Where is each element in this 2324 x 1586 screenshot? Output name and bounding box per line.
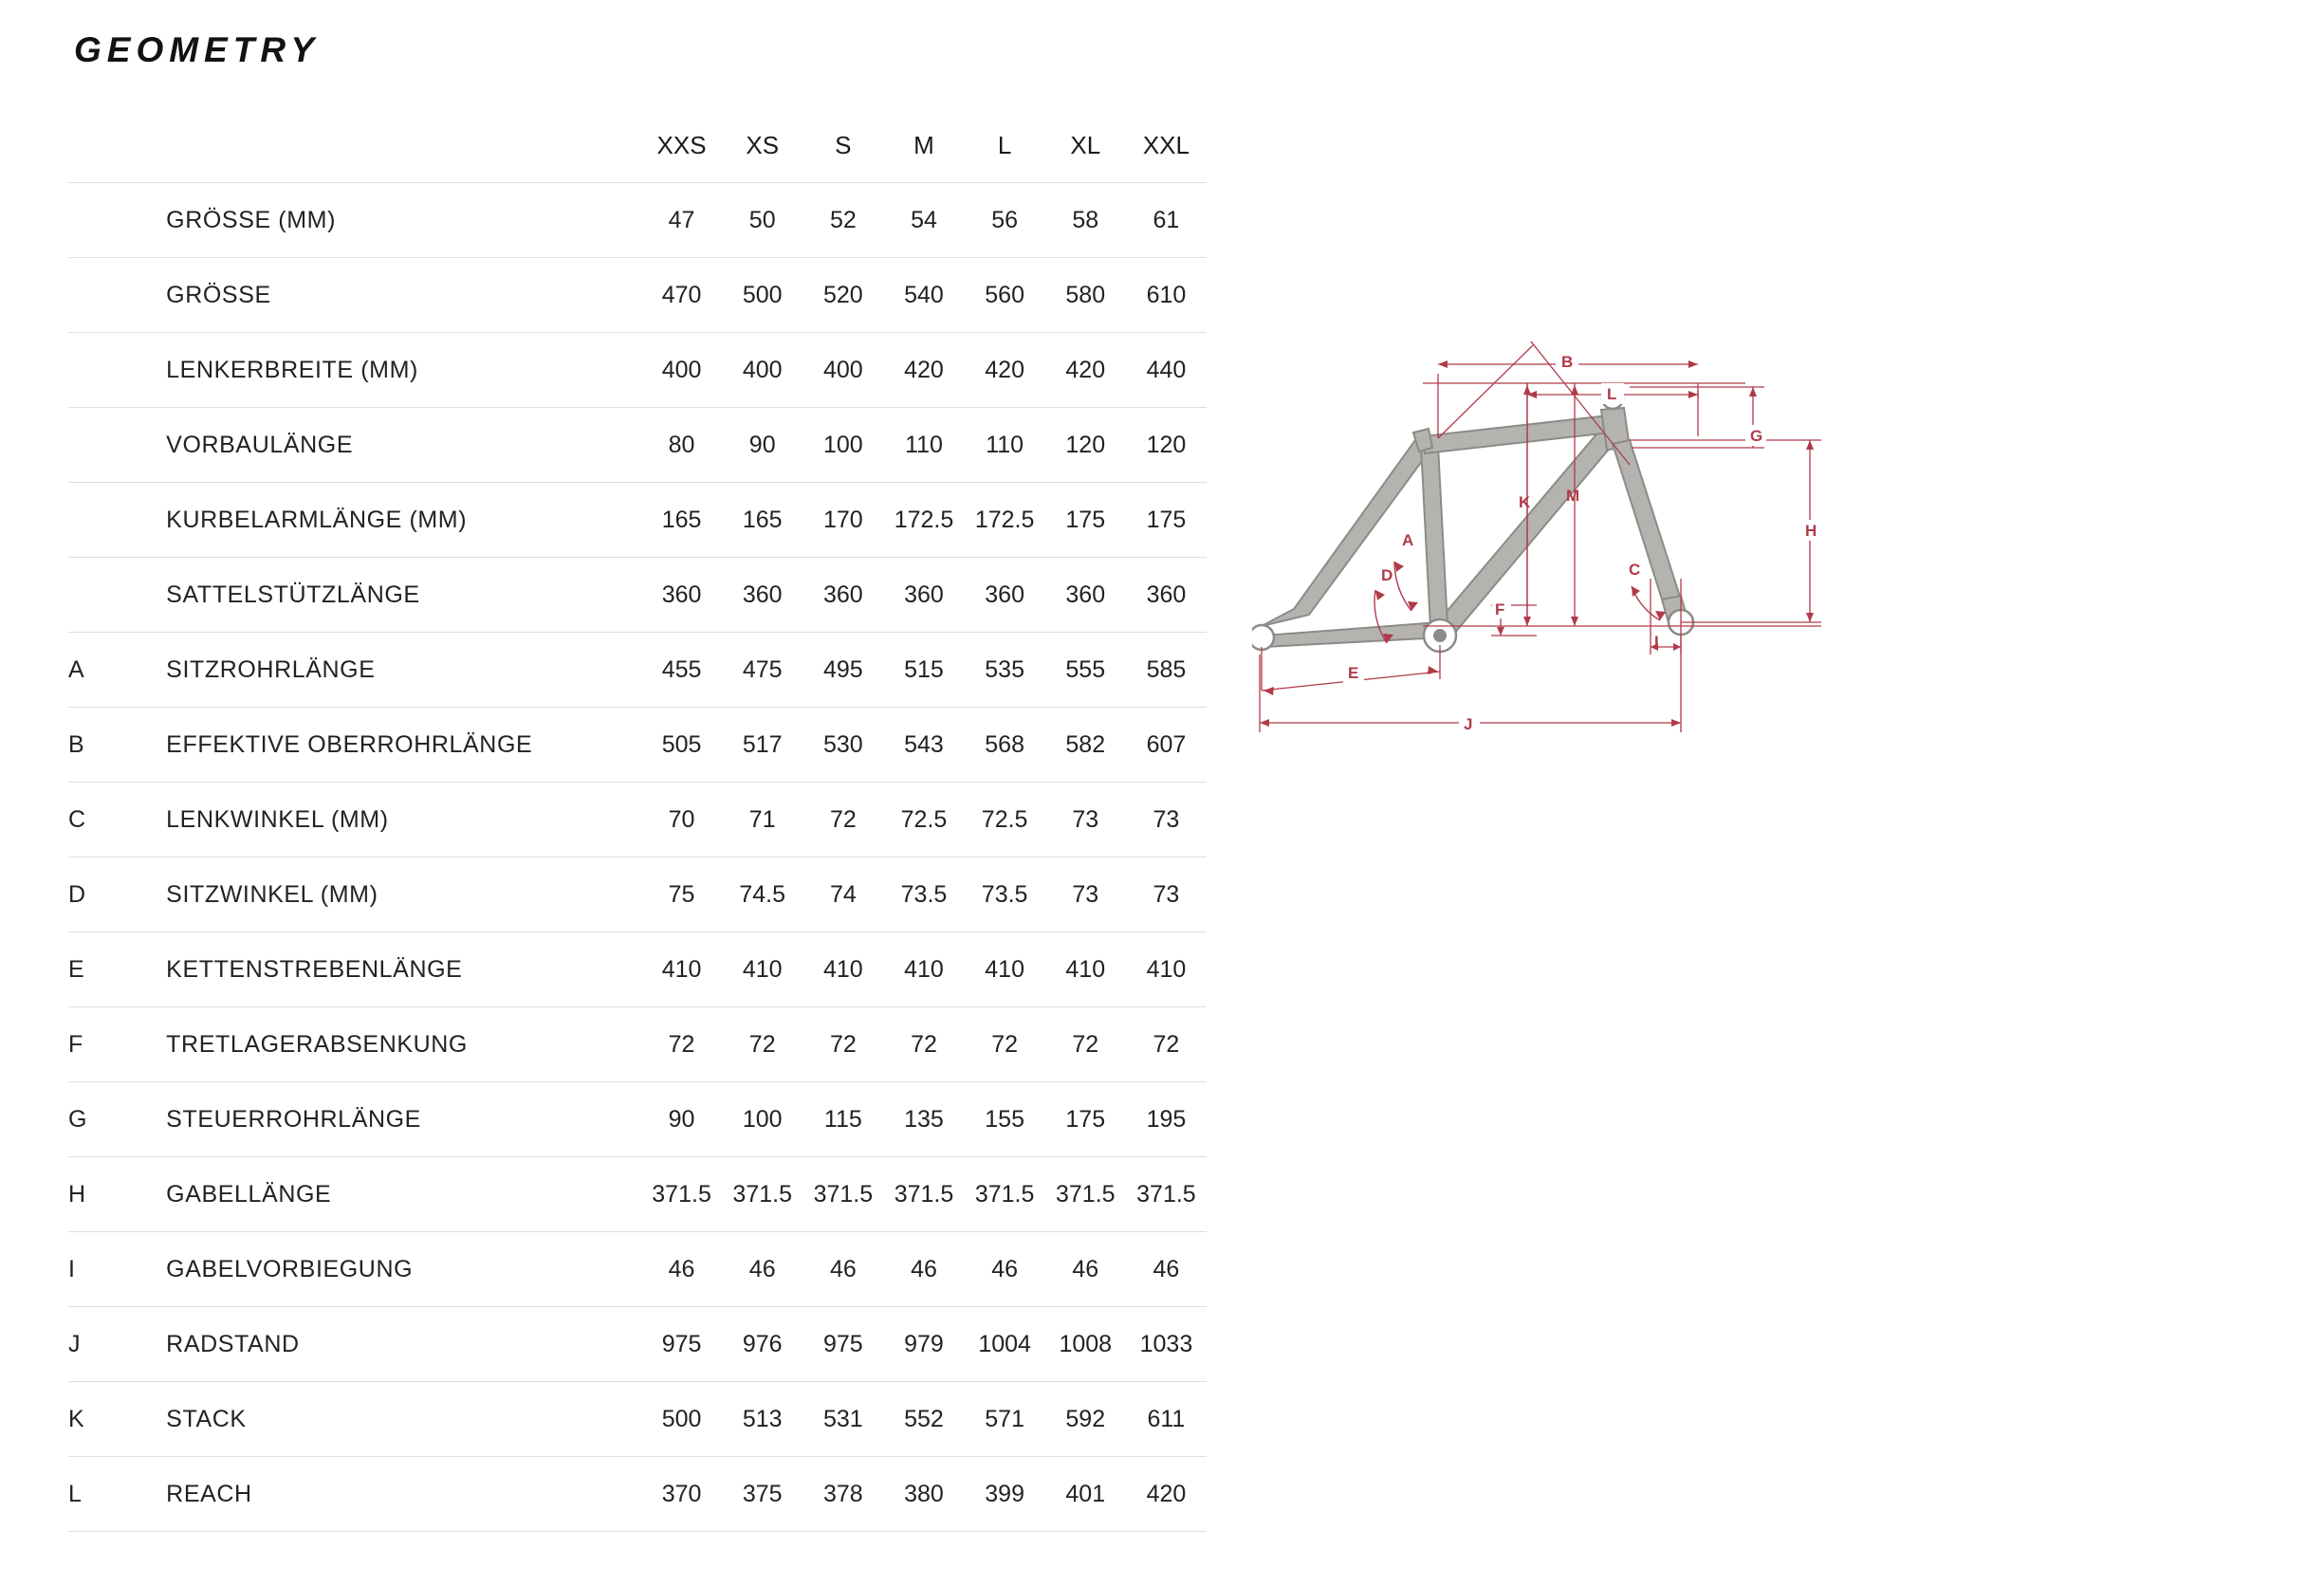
cell-l: 568 [985, 730, 1024, 758]
cell-xs: 371.5 [732, 1180, 792, 1208]
cell-xxs: 75 [668, 880, 695, 908]
cell-xl: 175 [1065, 506, 1106, 533]
cell-xl: 371.5 [1055, 1180, 1116, 1208]
cell-xs: 165 [742, 506, 783, 533]
row-letter [68, 333, 166, 408]
cell-s: 530 [822, 730, 863, 758]
cell-xl: 120 [1065, 431, 1106, 458]
row-letter: I [68, 1255, 76, 1282]
cell-l: 371.5 [974, 1180, 1035, 1208]
row-label: RADSTAND [166, 1330, 300, 1357]
cell-m: 72 [911, 1030, 937, 1058]
cell-l: 571 [985, 1405, 1024, 1432]
cell-m: 172.5 [894, 506, 954, 533]
cell-xs: 375 [742, 1480, 783, 1507]
cell-s: 170 [822, 506, 863, 533]
cell-m: 46 [911, 1255, 937, 1282]
cell-xl: 73 [1072, 805, 1099, 833]
cell-xl: 555 [1065, 655, 1106, 683]
table-header-row [68, 116, 1207, 183]
table-header [68, 116, 1207, 183]
cell-xs: 90 [748, 431, 776, 458]
cell-s: 100 [822, 431, 863, 458]
geometry-table [68, 116, 1207, 1532]
cell-m: 360 [904, 581, 944, 608]
rear-hub-icon [1252, 625, 1274, 650]
table-row [68, 633, 1207, 708]
row-letter: B [68, 730, 85, 758]
dimension-label-k: K [1519, 493, 1531, 511]
cell-m: 515 [904, 655, 944, 683]
cell-xs: 72 [748, 1030, 776, 1058]
cell-xs: 517 [742, 730, 783, 758]
cell-xxl: 72 [1153, 1030, 1180, 1058]
row-label: SATTELSTÜTZLÄNGE [166, 581, 420, 608]
row-label: SITZROHRLÄNGE [166, 655, 376, 683]
cell-s: 74 [829, 880, 857, 908]
cell-m: 540 [904, 281, 944, 308]
row-letter [68, 558, 166, 633]
cell-l: 535 [985, 655, 1024, 683]
row-label: VORBAULÄNGE [166, 431, 354, 458]
cell-xxl: 371.5 [1136, 1180, 1196, 1208]
dimension-label-m: M [1566, 487, 1580, 505]
cell-xxs: 46 [668, 1255, 695, 1282]
dimension-label-g: G [1750, 427, 1763, 445]
cell-xl: 73 [1072, 880, 1099, 908]
dimension-label-e: E [1348, 664, 1359, 682]
cell-xxl: 410 [1146, 955, 1187, 983]
cell-s: 72 [829, 805, 857, 833]
frame-illustration [1262, 408, 1688, 647]
cell-l: 1004 [978, 1330, 1031, 1357]
cell-xl: 420 [1065, 356, 1106, 383]
cell-xxs: 80 [668, 431, 695, 458]
table-row [68, 1007, 1207, 1082]
cell-l: 72 [991, 1030, 1019, 1058]
cell-xxl: 73 [1153, 880, 1180, 908]
cell-l: 560 [985, 281, 1024, 308]
cell-s: 360 [822, 581, 863, 608]
cell-xs: 400 [742, 356, 783, 383]
dimension-label-a: A [1402, 531, 1414, 549]
cell-xxs: 370 [661, 1480, 702, 1507]
cell-xxs: 90 [668, 1105, 695, 1133]
cell-xs: 360 [742, 581, 783, 608]
cell-s: 378 [822, 1480, 863, 1507]
cell-m: 552 [904, 1405, 944, 1432]
cell-m: 72.5 [900, 805, 948, 833]
row-label: KURBELARMLÄNGE (MM) [166, 506, 468, 533]
row-letter: E [68, 955, 85, 983]
row-label: STEUERROHRLÄNGE [166, 1105, 421, 1133]
row-label: GABELLÄNGE [166, 1180, 332, 1208]
cell-xs: 475 [742, 655, 783, 683]
cell-xs: 410 [742, 955, 783, 983]
cell-s: 371.5 [813, 1180, 874, 1208]
cell-xxl: 607 [1146, 730, 1187, 758]
cell-xs: 71 [748, 805, 776, 833]
header-size-xxs: XXS [656, 130, 707, 159]
cell-xxs: 47 [668, 206, 695, 233]
cell-xxs: 360 [661, 581, 702, 608]
cell-m: 979 [904, 1330, 944, 1357]
row-letter: G [68, 1105, 87, 1133]
cell-m: 543 [904, 730, 944, 758]
cell-xxs: 455 [661, 655, 702, 683]
cell-xl: 360 [1065, 581, 1106, 608]
cell-l: 410 [985, 955, 1024, 983]
cell-xs: 500 [742, 281, 783, 308]
cell-l: 360 [985, 581, 1024, 608]
cell-xl: 1008 [1059, 1330, 1113, 1357]
table-row [68, 783, 1207, 858]
row-label: LENKWINKEL (MM) [166, 805, 389, 833]
row-letter: L [68, 1480, 83, 1507]
table-row [68, 858, 1207, 932]
dimension-label-d: D [1381, 566, 1393, 584]
table-row [68, 708, 1207, 783]
cell-s: 975 [822, 1330, 863, 1357]
cell-xs: 100 [742, 1105, 783, 1133]
cell-m: 73.5 [900, 880, 948, 908]
cell-xxl: 1033 [1139, 1330, 1193, 1357]
dimension-label-c: C [1629, 561, 1641, 579]
cell-xxl: 440 [1146, 356, 1187, 383]
cell-s: 410 [822, 955, 863, 983]
cell-xxl: 611 [1147, 1405, 1186, 1432]
cell-m: 110 [905, 431, 943, 458]
row-label: GRÖSSE (MM) [166, 206, 336, 233]
cell-m: 135 [904, 1105, 944, 1133]
cell-xl: 72 [1072, 1030, 1099, 1058]
cell-m: 371.5 [894, 1180, 954, 1208]
header-size-m: M [913, 130, 934, 159]
cell-xxs: 72 [668, 1030, 695, 1058]
cell-xs: 74.5 [739, 880, 786, 908]
dimension-label-b: B [1561, 353, 1574, 371]
cell-m: 410 [904, 955, 944, 983]
cell-xxs: 500 [661, 1405, 702, 1432]
header-size-xs: XS [746, 130, 780, 159]
table-row [68, 408, 1207, 483]
row-letter: F [68, 1030, 83, 1058]
cell-l: 46 [991, 1255, 1019, 1282]
cell-l: 72.5 [981, 805, 1028, 833]
cell-l: 56 [991, 206, 1019, 233]
table-row [68, 1382, 1207, 1457]
table-row [68, 1157, 1207, 1232]
bike-geometry-diagram [1252, 341, 2286, 1100]
cell-xxs: 400 [661, 356, 702, 383]
header-size-xl: XL [1070, 130, 1101, 159]
cell-m: 54 [911, 206, 937, 233]
table-row [68, 183, 1207, 258]
header-letter-col [68, 116, 166, 183]
cell-xs: 513 [742, 1405, 783, 1432]
header-label-col [166, 116, 641, 183]
row-letter: C [68, 805, 86, 833]
row-label: REACH [166, 1480, 252, 1507]
dimension-label-h: H [1805, 522, 1817, 540]
row-letter [68, 183, 166, 258]
header-size-s: S [835, 130, 852, 159]
cell-xxl: 610 [1146, 281, 1187, 308]
cell-s: 531 [822, 1405, 863, 1432]
cell-m: 420 [904, 356, 944, 383]
cell-xxl: 61 [1153, 206, 1180, 233]
page-title: GEOMETRY [74, 30, 321, 69]
cell-s: 115 [823, 1105, 862, 1133]
cell-s: 52 [829, 206, 857, 233]
cell-s: 400 [822, 356, 863, 383]
cell-l: 399 [985, 1480, 1024, 1507]
row-label: LENKERBREITE (MM) [166, 356, 418, 383]
cell-xl: 46 [1072, 1255, 1099, 1282]
row-label: KETTENSTREBENLÄNGE [166, 955, 463, 983]
row-label: GRÖSSE [166, 281, 271, 308]
cell-xxl: 195 [1146, 1105, 1187, 1133]
table-row [68, 1307, 1207, 1382]
table-row [68, 558, 1207, 633]
table-row [68, 333, 1207, 408]
cell-xxs: 975 [661, 1330, 702, 1357]
row-label: TRETLAGERABSENKUNG [166, 1030, 468, 1058]
row-letter: D [68, 880, 86, 908]
cell-xxl: 420 [1146, 1480, 1187, 1507]
cell-xxs: 165 [661, 506, 702, 533]
cell-l: 155 [985, 1105, 1024, 1133]
cell-xxl: 585 [1146, 655, 1187, 683]
cell-xxs: 505 [661, 730, 702, 758]
cell-xxs: 70 [668, 805, 695, 833]
row-label: EFFEKTIVE OBERROHRLÄNGE [166, 730, 533, 758]
dimension-label-f: F [1495, 600, 1505, 618]
cell-s: 46 [829, 1255, 857, 1282]
cell-xxs: 470 [661, 281, 702, 308]
row-letter [68, 408, 166, 483]
cell-m: 380 [904, 1480, 944, 1507]
row-letter: A [68, 655, 85, 683]
row-letter [68, 483, 166, 558]
table-row [68, 258, 1207, 333]
cell-l: 73.5 [981, 880, 1028, 908]
header-size-xxl: XXL [1142, 130, 1190, 159]
cell-xl: 592 [1065, 1405, 1106, 1432]
cell-xl: 410 [1065, 955, 1106, 983]
row-label: STACK [166, 1405, 247, 1432]
row-label: SITZWINKEL (MM) [166, 880, 378, 908]
dimension-label-j: J [1464, 715, 1473, 733]
cell-xs: 46 [748, 1255, 776, 1282]
table-row [68, 1457, 1207, 1532]
cell-xxl: 360 [1146, 581, 1187, 608]
cell-xxs: 371.5 [652, 1180, 711, 1208]
cell-xxl: 175 [1146, 506, 1187, 533]
row-letter: J [68, 1330, 81, 1357]
table-row [68, 1082, 1207, 1157]
geometry-table-wrapper [68, 116, 1207, 1532]
cell-s: 520 [822, 281, 863, 308]
cell-s: 72 [829, 1030, 857, 1058]
cell-xl: 175 [1065, 1105, 1106, 1133]
dimension-label-l: L [1607, 385, 1617, 403]
row-label: GABELVORBIEGUNG [166, 1255, 414, 1282]
cell-xl: 580 [1065, 281, 1106, 308]
cell-l: 420 [985, 356, 1024, 383]
cell-xl: 582 [1065, 730, 1106, 758]
cell-xs: 976 [742, 1330, 783, 1357]
cell-xxl: 120 [1146, 431, 1187, 458]
cell-s: 495 [822, 655, 863, 683]
cell-xxs: 410 [661, 955, 702, 983]
row-letter [68, 258, 166, 333]
cell-l: 110 [986, 431, 1024, 458]
cell-l: 172.5 [974, 506, 1035, 533]
table-row [68, 483, 1207, 558]
cell-xxl: 46 [1153, 1255, 1180, 1282]
table-row [68, 1232, 1207, 1307]
dimension-label-i: I [1654, 633, 1659, 651]
cell-xl: 58 [1072, 206, 1099, 233]
cell-xl: 401 [1065, 1480, 1106, 1507]
row-letter: H [68, 1180, 86, 1208]
row-letter: K [68, 1405, 85, 1432]
cell-xs: 50 [748, 206, 776, 233]
table-row [68, 932, 1207, 1007]
cell-xxl: 73 [1153, 805, 1180, 833]
header-size-l: L [997, 130, 1012, 159]
table-body [68, 183, 1207, 1532]
